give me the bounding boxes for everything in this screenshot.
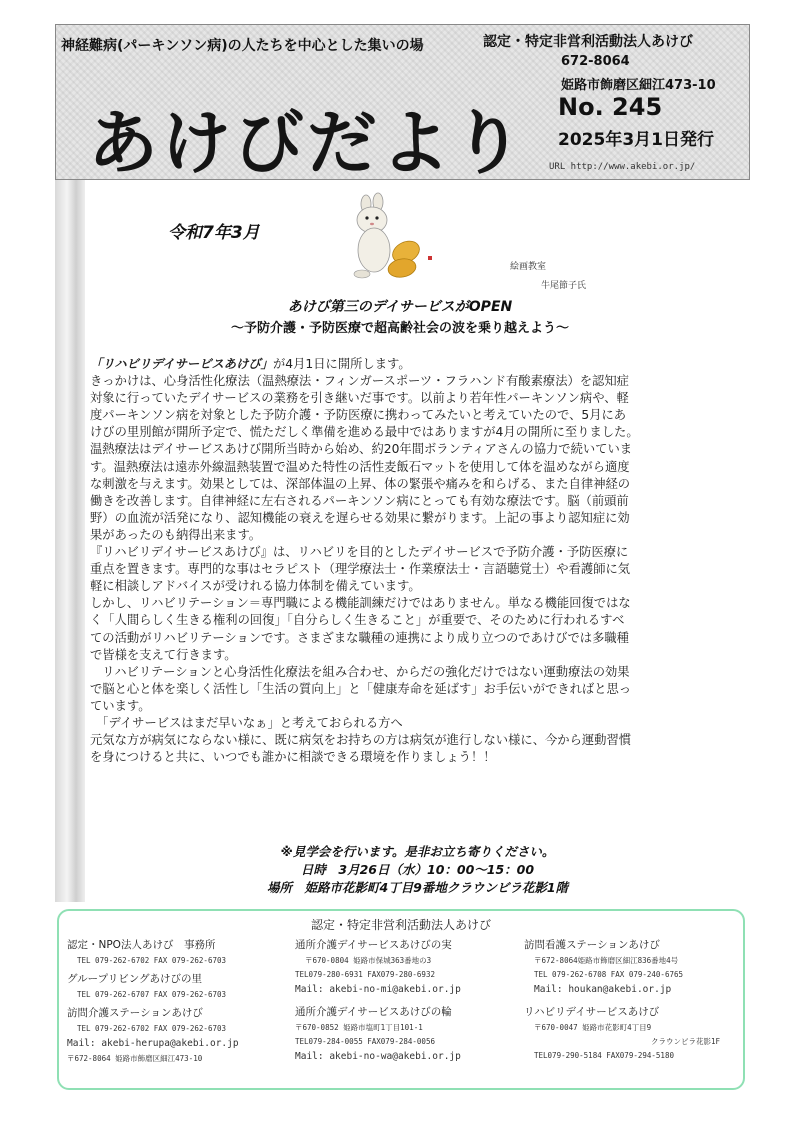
- newsletter-title: あけびだより: [88, 101, 526, 184]
- body-line: きっかけは、心身活性化療法（温熱療法・フィンガースポーツ・フラハンド有酸素療法）を認知症: [90, 374, 629, 389]
- illustration-credit-artist: 牛尾節子氏: [541, 281, 587, 291]
- contact-rehab-day-name: リハビリデイサービスあけび: [524, 1006, 660, 1018]
- issue-number: No. 245: [558, 93, 663, 121]
- issue-date: 2025年3月1日発行: [558, 130, 714, 150]
- contact-day-service-mi-name: 通所介護デイサービスあけびの実: [295, 939, 452, 951]
- contact-column-3: [524, 937, 746, 1063]
- body-line: ての活動がリハビリテーションです。さまざまな職種の連携により成り立つのであけびでは多職種: [90, 630, 629, 645]
- body-line: しかし、リハビリテーション＝専門職による機能訓練だけではありません。単なる機能回復ではな: [90, 596, 631, 611]
- contact-nursing-tel: TEL 079-262-6708 FAX 079-240-6765: [534, 970, 684, 979]
- contact-office-name: 認定・NPO法人あけび 事務所: [67, 939, 216, 951]
- contact-day-service-wa-tel: TEL079-284-0055 FAX079-284-0056: [295, 1037, 435, 1046]
- body-line: く「人間らしく生きる権利の回復」「自分らしく生きること」が重要で、そのために行われるすべ: [90, 613, 625, 628]
- masthead: [55, 24, 750, 184]
- contact-rehab-day-building: クラウンビラ花影1F: [650, 1037, 720, 1046]
- notice-announcement: ※見学会を行います。是非お立ち寄りください。: [280, 844, 555, 859]
- contact-column-1: [67, 937, 292, 1066]
- contact-group-living-tel: TEL 079-262-6707 FAX 079-262-6703: [77, 990, 227, 999]
- contact-rehab-day-address: 〒670-0047 姫路市花影町4丁目9: [534, 1023, 652, 1032]
- website-url[interactable]: URL http://www.akebi.or.jp/: [549, 162, 696, 172]
- masthead-organization: 認定・特定非営利活動法人あけび: [483, 34, 693, 50]
- contact-column-2: [295, 937, 520, 1065]
- body-line: リハビリテーションと心身活性化療法を組み合わせ、からだの強化だけではない運動療法の効果: [90, 664, 630, 679]
- contact-group-living-name: グループリビングあけびの里: [67, 973, 203, 985]
- contact-day-service-wa-address: 〒670-0852 姫路市塩町1丁目101-1: [295, 1023, 423, 1032]
- body-line: 軽に相談しアドバイスが受けれる協力体制を備えています。: [90, 579, 421, 594]
- body-line: ています。: [90, 698, 151, 713]
- article-headline: あけび第三のデイサービスがOPEN: [287, 299, 513, 315]
- body-line: す。温熱療法は遠赤外線温熱装置で温めた特性の活性麦飯石マットを使用して体を温めながら適度: [90, 459, 630, 474]
- article-body: [90, 356, 745, 766]
- body-line: 「デイサービスはまだ早いなぁ」と考えておられる方へ: [90, 715, 403, 730]
- service-name-emphasis: 「リハビリデイサービスあけび」: [90, 357, 273, 371]
- body-line: 対象に行っていたデイサービスの業務を引き継いだ事です。以前より若年性パーキンソン病や、軽: [90, 391, 629, 406]
- contact-home-care-mail[interactable]: Mail: akebi-herupa@akebi.or.jp: [67, 1038, 239, 1049]
- left-decorative-band: [55, 180, 85, 902]
- contact-home-care-name: 訪問介護ステーションあけび: [67, 1007, 203, 1019]
- article-subheadline: ～予防介護・予防医療で超高齢社会の波を乗り越えよう～: [230, 321, 569, 336]
- body-line: 果があったのも納得出来ます。: [90, 527, 262, 542]
- contact-nursing-mail[interactable]: Mail: houkan@akebi.or.jp: [534, 984, 672, 995]
- body-line: を身につけると共に、いつでも誰かに相談できる環境を作りましょう！！: [90, 750, 496, 765]
- notice-datetime: 日時 3月26日（水）10：00～15：00: [300, 862, 535, 877]
- body-line: 『リハビリデイサービスあけび』は、リハビリを目的としたデイサービスで予防介護・予防医療に: [90, 545, 629, 560]
- body-line: 度パーキンソン病を対象とした予防介護・予防医療に携わってみたいと考えていたので、5月にあ: [90, 408, 627, 423]
- contact-directory: [57, 909, 745, 1090]
- contact-office-tel: TEL 079-262-6702 FAX 079-262-6703: [77, 956, 227, 965]
- contact-home-care-tel: TEL 079-262-6702 FAX 079-262-6703: [77, 1024, 227, 1033]
- body-line: 元気な方が病気にならない様に、既に病気をお持ちの方は病気が進行しない様に、今から運動習慣: [90, 733, 632, 748]
- dateline: 令和7年3月: [168, 223, 260, 243]
- contact-day-service-wa-name: 通所介護デイサービスあけびの輪: [295, 1006, 452, 1018]
- body-line: 重点を置きます。専門的な事はセラピスト（理学療法士・作業療法士・言語聴覚士）や看護師に気: [90, 562, 631, 577]
- body-line: 働きを改善します。自律神経に左右されるパーキンソン病にとっても有効な療法です。脳（前頭前: [90, 493, 629, 508]
- rabbit-with-peanuts-illustration: [338, 190, 438, 290]
- masthead-zip: 672-8064: [561, 54, 630, 69]
- contact-nursing-address: 〒672-8064姫路市飾磨区細江836番地4号: [534, 956, 679, 965]
- contact-day-service-mi-tel: TEL079-280-6931 FAX079-280-6932: [295, 970, 435, 979]
- body-line: けびの里別館が開所予定で、慌ただしく準備を進める最中ではありますが4月の開所に至りました。: [90, 425, 639, 440]
- body-line: 野）の血流が活発になり、認知機能の衰えを遅らせる効果に繋がります。上記の事より認知症に効: [90, 510, 630, 525]
- masthead-address: 姫路市飾磨区細江473-10: [561, 78, 716, 93]
- body-line: で皆様を支えて行きます。: [90, 647, 237, 662]
- contact-home-care-address: 〒672-8064 姫路市飾磨区細江473-10: [67, 1054, 203, 1063]
- illustration-credit-class: 絵画教室: [510, 262, 547, 272]
- contact-day-service-mi-mail[interactable]: Mail: akebi-no-mi@akebi.or.jp: [295, 984, 461, 995]
- contact-rehab-day-tel: TEL079-290-5184 FAX079-294-5180: [534, 1051, 674, 1060]
- masthead-tagline: 神経難病(パーキンソン病)の人たちを中心とした集いの場: [61, 38, 424, 54]
- body-line: な刺激を与えます。効果としては、深部体温の上昇、体の緊張や痛みを和らげる、また自律神経の: [90, 476, 631, 491]
- contact-day-service-wa-mail[interactable]: Mail: akebi-no-wa@akebi.or.jp: [295, 1051, 461, 1062]
- body-line: 「リハビリデイサービスあけび」が4月1日に開所します。: [90, 357, 411, 371]
- contact-directory-title: 認定・特定非営利活動法人あけび: [310, 918, 491, 932]
- notice-location: 場所 姫路市花影町4丁目9番地クラウンビラ花影1階: [266, 880, 569, 895]
- body-line: 温熱療法はデイサービスあけび開所当時から始め、約20年間ボランティアさんの協力で続いていま: [90, 442, 633, 457]
- contact-day-service-mi-address: 〒670-0804 姫路市保城363番地の3: [305, 956, 432, 965]
- body-line: で脳と心と体を楽しく活性し「生活の質向上」と「健康寿命を延ばす」お手伝いができればと思っ: [90, 681, 632, 696]
- contact-nursing-name: 訪問看護ステーションあけび: [524, 939, 660, 951]
- open-house-notice: [90, 843, 745, 897]
